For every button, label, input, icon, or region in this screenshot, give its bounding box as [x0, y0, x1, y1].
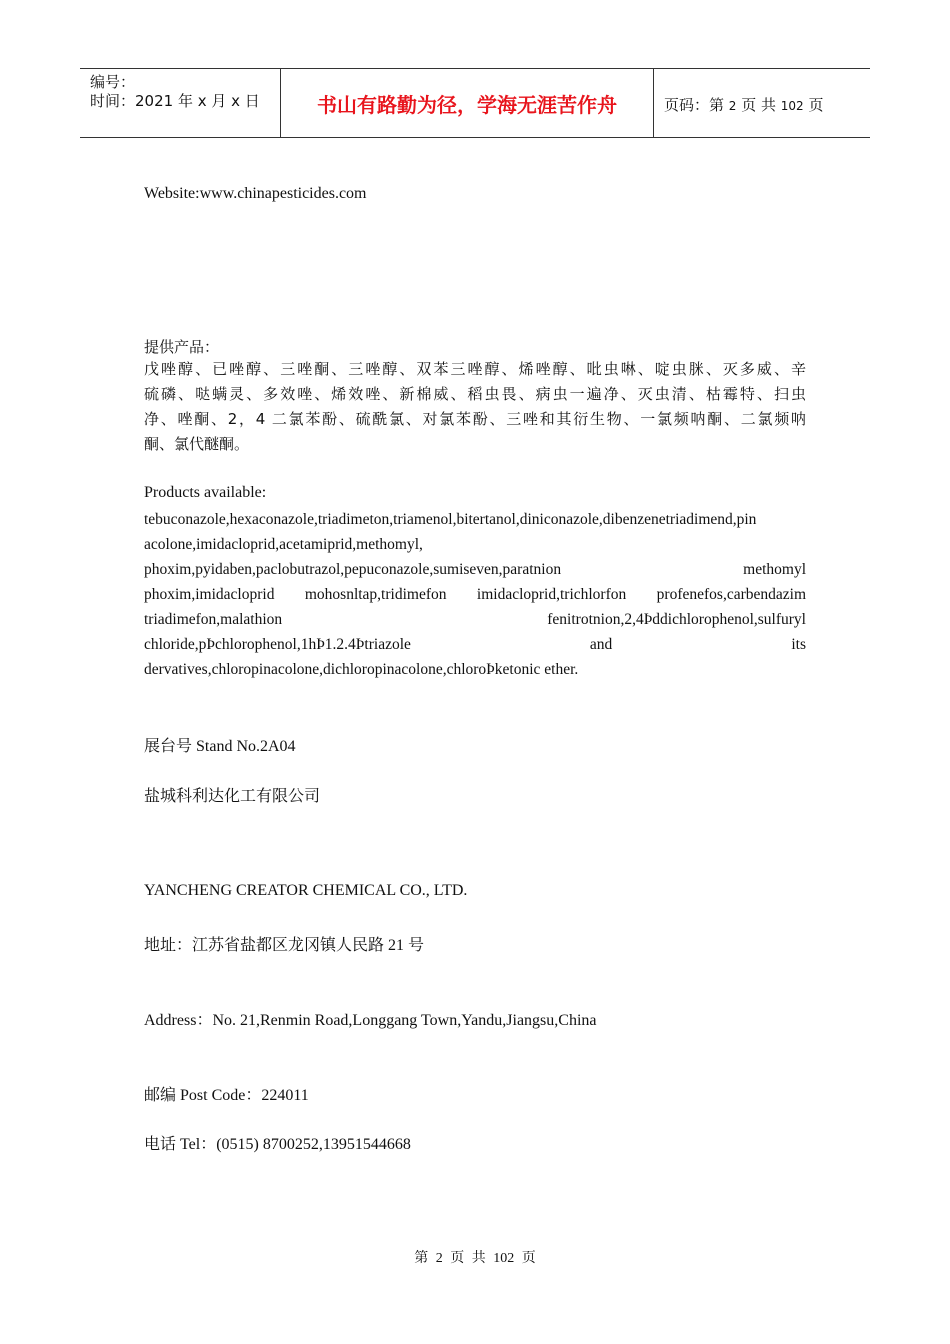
header-meta-cell	[80, 69, 281, 137]
products-en-line: dervatives,chloropinacolone,dichloropinacolone,chloroÞketonic ether.	[144, 661, 579, 678]
page-info-prefix: 页码：第	[664, 96, 725, 114]
header-motto: 书山有路勤为径，学海无涯苦作舟	[281, 69, 654, 137]
page-info-mid: 页 共	[741, 96, 776, 114]
address-en: Address：No. 21,Renmin Road,Longgang Town,Yandu,Jiangsu,China	[144, 1012, 597, 1029]
products-en-line: acolone,imidacloprid,acetamiprid,methomyl,	[144, 536, 423, 553]
page-info-number: 2	[728, 99, 737, 113]
products-en-label: Products available:	[144, 484, 267, 501]
products-cn-label: 提供产品：	[144, 338, 220, 356]
products-cn-line: 酮、氯代醚酮。	[144, 435, 250, 453]
products-cn-line: 戊唑醇、已唑醇、三唑酮、三唑醇、双苯三唑醇、烯唑醇、吡虫啉、啶虫脒、灭多威、辛	[144, 360, 806, 378]
stand-number: 展台号 Stand No.2A04	[144, 738, 296, 755]
company-name-cn: 盐城科利达化工有限公司	[144, 788, 321, 805]
telephone: 电话 Tel：(0515) 8700252,13951544668	[144, 1136, 411, 1153]
page-footer: 第 2 页 共 102 页	[414, 1251, 536, 1266]
page-info-total: 102	[780, 99, 804, 113]
page-header	[80, 68, 870, 138]
products-cn-paragraph	[144, 357, 806, 457]
document-time-label: 时间：2021 年 x 月 x 日	[90, 92, 260, 110]
products-en-line: tebuconazole,hexaconazole,triadimeton,triamenol,bitertanol,diniconazole,dibenzenetriadimend,pin	[144, 511, 757, 528]
products-en-paragraph	[144, 507, 806, 682]
website-line: Website:www.chinapesticides.com	[144, 185, 367, 202]
products-en-line: triadimefon,malathion fenitrotnion,2,4Þddichlorophenol,sulfuryl	[144, 611, 806, 628]
page-info-suffix: 页	[808, 96, 824, 114]
document-number-label: 编号：	[90, 73, 136, 91]
products-en-line: phoxim,pyidaben,paclobutrazol,pepuconazole,sumiseven,paratnion methomyl	[144, 561, 806, 578]
address-cn: 地址：江苏省盐都区龙冈镇人民路 21 号	[144, 937, 425, 954]
products-cn-line: 净、唑酮、2，4 二氯苯酚、硫酰氯、对氯苯酚、三唑和其衍生物、一氯频呐酮、二氯频呐	[144, 410, 806, 428]
post-code: 邮编 Post Code：224011	[144, 1087, 309, 1104]
products-cn-line: 硫磷、哒螨灵、多效唑、烯效唑、新棉威、稻虫畏、病虫一遍净、灭虫清、枯霉特、扫虫	[144, 385, 806, 403]
products-en-line: chloride,pÞchlorophenol,1hÞ1.2.4Þtriazole and its	[144, 636, 806, 653]
company-name-en: YANCHENG CREATOR CHEMICAL CO., LTD.	[144, 882, 468, 899]
header-page-info	[664, 94, 823, 115]
products-en-line: phoxim,imidacloprid mohosnltap,tridimefon imidacloprid,trichlorfon profenefos,carbendazim	[144, 586, 806, 603]
